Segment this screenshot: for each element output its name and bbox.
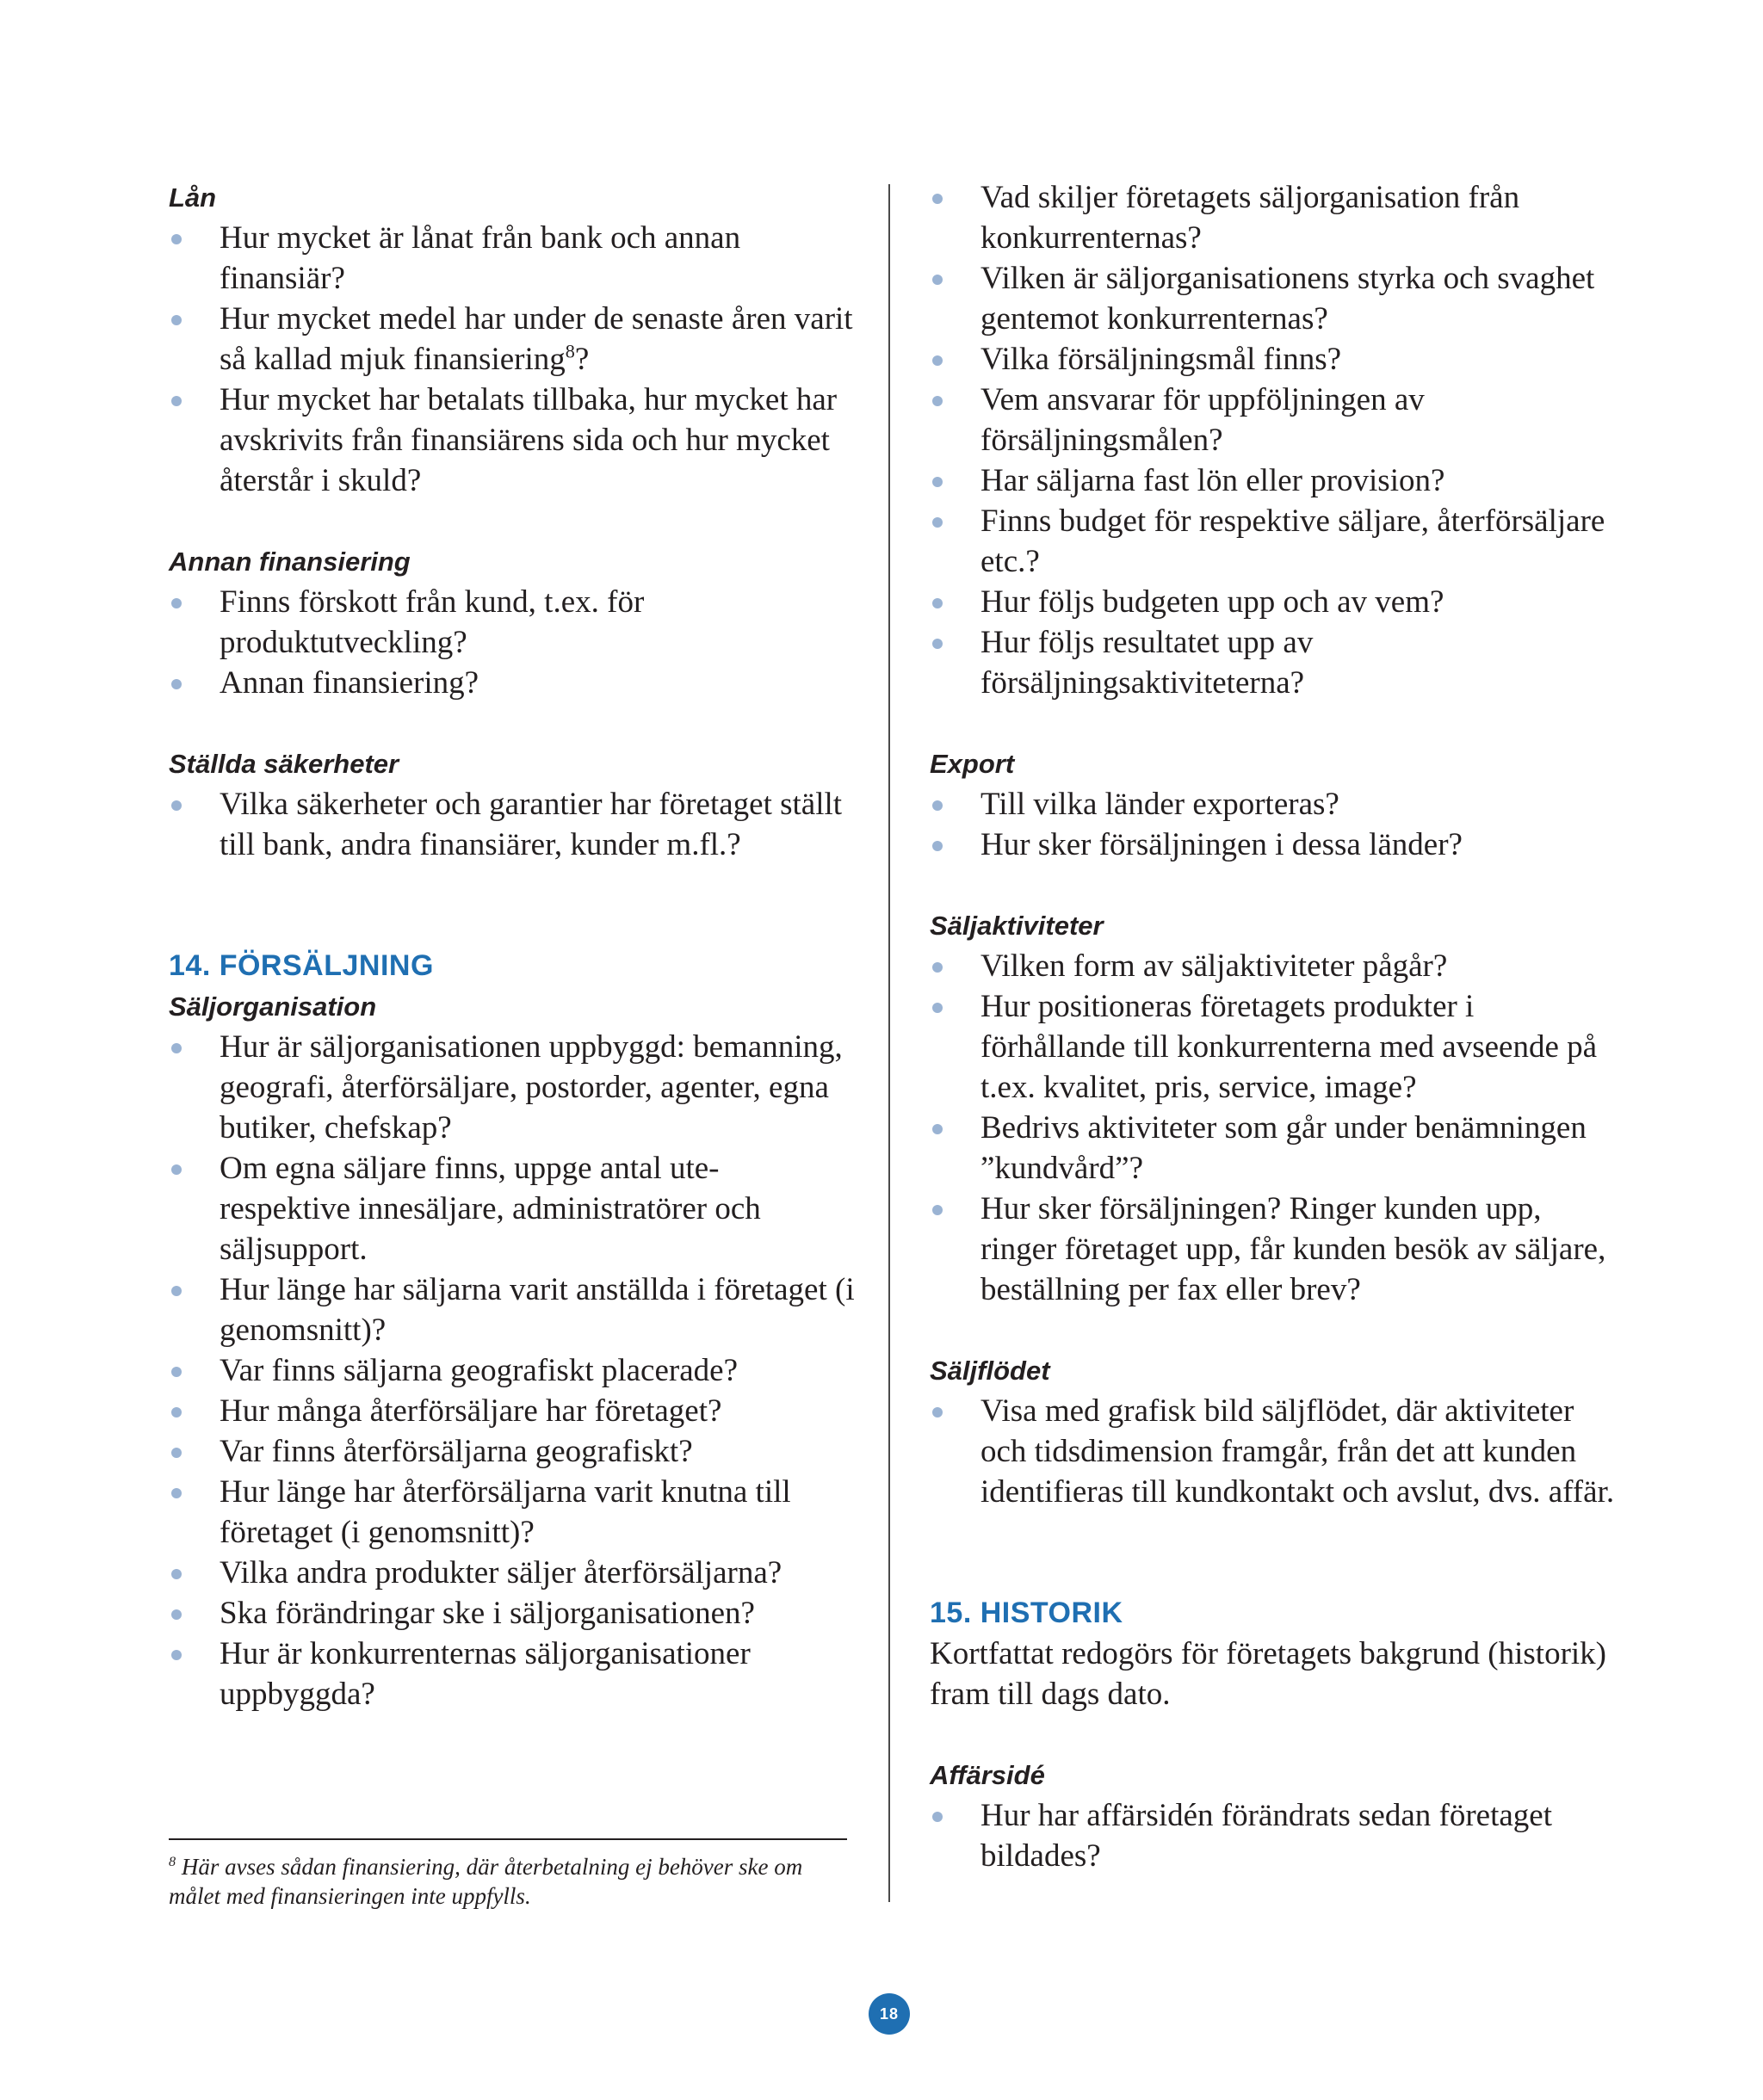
list-item: Vilka försäljningsmål finns? (930, 339, 1618, 380)
footnote-number: 8 (169, 1854, 176, 1869)
list-item: Vem ansvarar för uppföljningen av försäljningsmålen? (930, 380, 1618, 460)
list-annan-finansiering (169, 582, 857, 703)
list-item: Finns förskott från kund, t.ex. för produktutveckling? (169, 582, 857, 663)
historik-paragraph: Kortfattat redogörs för företagets bakgrund (historik) fram till dags dato. (930, 1636, 1606, 1712)
list-item: Hur mycket är lånat från bank och annan finansiär? (169, 218, 857, 299)
heading-export: Export (930, 749, 1015, 779)
list-saljaktiviteter (930, 946, 1618, 1310)
list-item: Hur följs resultatet upp av försäljningsaktiviteterna? (930, 622, 1618, 703)
list-item: Hur mycket har betalats tillbaka, hur mycket har avskrivits från finansiärens sida och hur mycket återstår i skuld? (169, 380, 857, 501)
list-stallda-sakerheter (169, 784, 857, 865)
list-item-tail: ? (574, 342, 590, 377)
footnote (169, 1852, 857, 1911)
list-item: Hur har affärsidén förändrats sedan företaget bildades? (930, 1795, 1618, 1876)
page-number-badge: 18 (869, 1993, 910, 2035)
section-title-forsaljning: 14. FÖRSÄLJNING (169, 949, 434, 982)
list-affarside (930, 1795, 1618, 1876)
footnote-text: Här avses sådan finansiering, där återbetalning ej behöver ske om målet med finansieringen inte uppfylls. (169, 1854, 803, 1909)
list-item: Hur följs budgeten upp och av vem? (930, 582, 1618, 622)
list-item: Ska förändringar ske i säljorganisationen? (169, 1593, 857, 1634)
heading-lan: Lån (169, 182, 217, 213)
section-title-historik: 15. HISTORIK (930, 1597, 1123, 1629)
list-item: Hur är konkurrenternas säljorganisationer uppbyggda? (169, 1634, 857, 1714)
list-item: Vilken är säljorganisationens styrka och svaghet gentemot konkurrenternas? (930, 258, 1618, 339)
list-item: Hur sker försäljningen i dessa länder? (930, 825, 1618, 865)
list-item: Hur är säljorganisationen uppbyggd: bemanning, geografi, återförsäljare, postorder, agenter, egna butiker, chefskap? (169, 1027, 857, 1148)
heading-affarside: Affärsidé (930, 1760, 1045, 1790)
column-divider (888, 184, 890, 1902)
list-item: Var finns återförsäljarna geografiskt? (169, 1431, 857, 1472)
footnote-rule (169, 1838, 847, 1840)
list-saljorganisation (169, 1027, 857, 1714)
left-column (169, 177, 857, 1714)
list-item: Vilka säkerheter och garantier har företaget ställt till bank, andra finansiärer, kunder m.fl.? (169, 784, 857, 865)
footnote-ref: 8 (565, 340, 575, 362)
list-item: Vilken form av säljaktiviteter pågår? (930, 946, 1618, 986)
list-item: Hur länge har återförsäljarna varit knutna till företaget (i genomsnitt)? (169, 1472, 857, 1553)
list-item: Om egna säljare finns, uppge antal ute- respektive innesäljare, administratörer och säljsupport. (169, 1148, 857, 1269)
heading-saljorganisation: Säljorganisation (169, 991, 377, 1022)
list-saljorganisation-continued (930, 177, 1618, 703)
list-item: Vad skiljer företagets säljorganisation från konkurrenternas? (930, 177, 1618, 258)
heading-stallda-sakerheter: Ställda säkerheter (169, 749, 399, 779)
heading-saljaktiviteter: Säljaktiviteter (930, 911, 1104, 941)
list-item: Hur positioneras företagets produkter i förhållande till konkurrenterna med avseende på t.ex. kvalitet, pris, service, image? (930, 986, 1618, 1108)
heading-annan-finansiering: Annan finansiering (169, 547, 411, 577)
list-item: Hur sker försäljningen? Ringer kunden upp, ringer företaget upp, får kunden besök av säljare, beställning per fax eller brev? (930, 1189, 1618, 1310)
list-item: Till vilka länder exporteras? (930, 784, 1618, 825)
list-saljflodet (930, 1391, 1618, 1512)
list-item: Visa med grafisk bild säljflödet, där aktiviteter och tidsdimension framgår, från det att kunden identifieras till kundkontakt och avslut, dvs. affär. (930, 1391, 1618, 1512)
list-item: Har säljarna fast lön eller provision? (930, 460, 1618, 501)
list-item: Finns budget för respektive säljare, återförsäljare etc.? (930, 501, 1618, 582)
list-item (169, 299, 857, 380)
list-item: Var finns säljarna geografiskt placerade? (169, 1350, 857, 1391)
list-item: Hur länge har säljarna varit anställda i företaget (i genomsnitt)? (169, 1269, 857, 1350)
list-item: Annan finansiering? (169, 663, 857, 703)
list-item: Bedrivs aktiviteter som går under benämningen ”kundvård”? (930, 1108, 1618, 1189)
heading-saljflodet: Säljflödet (930, 1356, 1050, 1386)
list-item-text: Hur mycket medel har under de senaste åren varit så kallad mjuk finansiering (220, 301, 853, 377)
list-item: Hur många återförsäljare har företaget? (169, 1391, 857, 1431)
right-column (930, 177, 1618, 1876)
list-lan (169, 218, 857, 501)
list-export (930, 784, 1618, 865)
list-item: Vilka andra produkter säljer återförsäljarna? (169, 1553, 857, 1593)
